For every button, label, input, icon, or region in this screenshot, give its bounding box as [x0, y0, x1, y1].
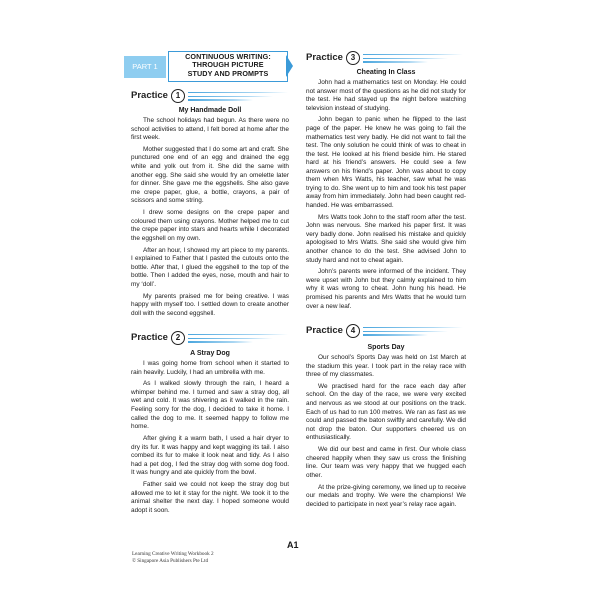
swoosh-decoration	[363, 327, 463, 336]
part-tag: PART 1	[124, 56, 166, 78]
footer-copyright: © Singapore Asia Publishers Pte Ltd	[132, 558, 209, 564]
story-paragraph: I drew some designs on the crepe paper and coloured them using crayons. Mother helped me to cut the crepe paper into stars and hearts while I decorated the eggshell on my own.	[131, 209, 289, 242]
story-paragraph: John had a mathematics test on Monday. He could not answer most of the questions as he did not study for the test. He had stayed up the night before watching television instead of studying.	[306, 79, 466, 112]
part-title-line: THROUGH PICTURE	[192, 60, 264, 70]
story-paragraph: My parents praised me for being creative. I was happy with myself too. I settled down to create another doll with the second eggshell.	[131, 292, 289, 317]
part-title-line: STUDY AND PROMPTS	[187, 68, 269, 78]
story-paragraph: We practised hard for the race each day after school. On the day of the race, we were very excited and nervous as we stood at our positions on the track. Each of us had to run 100 metres. We ran as fast as we could and passed the baton swiftly and carefully. We did not drop the baton. Our supporters cheered us on enthusiastically.	[306, 382, 466, 442]
story-paragraph: Our school’s Sports Day was held on 1st March at the stadium this year. I took part in the relay race with three of my classmates.	[306, 354, 466, 379]
practice-number-badge: 3	[346, 51, 360, 65]
part-banner	[124, 51, 290, 80]
story-body	[131, 117, 289, 322]
story-paragraph: Father said we could not keep the stray dog but allowed me to let it stay for the night. We took it to the animal shelter the next day. I hoped someone would adopt it soon.	[131, 481, 289, 514]
story-paragraph: The school holidays had begun. As there were no school activities to attend, I felt bored at home after the first week.	[131, 117, 289, 142]
story-title: Cheating In Class	[356, 69, 416, 76]
part-title-box	[168, 51, 288, 82]
practice-number-badge: 2	[171, 331, 185, 345]
swoosh-decoration	[188, 334, 288, 343]
practice-heading	[131, 89, 289, 106]
story-body	[306, 354, 466, 512]
practice-heading	[306, 51, 466, 68]
footer-book-title: Learning Creative Writing Workbook 2	[132, 551, 214, 557]
story-paragraph: We did our best and came in first. Our whole class cheered happily when they saw us cross the finishing line. Our team was very happy that we hugged each other.	[306, 446, 466, 479]
practice-heading	[131, 331, 289, 348]
practice-number-badge: 4	[346, 324, 360, 338]
story-paragraph: John began to panic when he flipped to the last page of the paper. He knew he was going to fail the mathematics test very badly. He did not want to fail the test. The only solution he could think of was to cheat in the test. He looked at his friend beside him. He stared hard at his friend’s answers. He could see a few answers on his friend’s paper. John was about to copy them when Mrs Watts, his teacher, saw what he was trying to do. She went up to him and took his test paper away from him immediately. John had been caught red-handed. He was embarrassed.	[306, 116, 466, 209]
practice-label: Practice	[131, 332, 168, 343]
page-number: A1	[287, 540, 299, 550]
story-title: Sports Day	[367, 344, 405, 351]
practice-label: Practice	[131, 90, 168, 101]
story-paragraph: After giving it a warm bath, I used a hair dryer to dry its fur. It was happy and kept wagging its tail. I also combed its fur to make it look neat and tidy. As I also had a pet dog, I fed the stray dog with some dog food. It was hungry and ate quickly from the bowl.	[131, 434, 289, 477]
story-paragraph: After an hour, I showed my art piece to my parents. I explained to Father that I pasted the cutouts onto the bottle. After that, I glued the eggshell to the top of the bottle. Then I added the eyes, nose, mouth and hair to my ‘doll’.	[131, 246, 289, 288]
story-paragraph: I was going home from school when it started to rain heavily. Luckily, I had an umbrella with me.	[131, 360, 289, 376]
part-title	[169, 53, 287, 78]
practice-label: Practice	[306, 325, 343, 336]
practice-number-badge: 1	[171, 89, 185, 103]
practice-heading	[306, 324, 466, 341]
story-paragraph: Mother suggested that I do some art and craft. She punctured one end of an egg and drained the egg white and yolk out from it. She did the same with another egg. She said she would fry an omelette later for dinner. She gave me the eggshells. She also gave me crepe paper, glue, a bottle, crayons, a pair of scissors and some string.	[131, 145, 289, 205]
story-title: A Stray Dog	[190, 350, 230, 357]
swoosh-decoration	[188, 92, 288, 101]
practice-label: Practice	[306, 52, 343, 63]
story-paragraph: John’s parents were informed of the incident. They were upset with John but they calmly explained to him why it was wrong to cheat. John hung his head. He promised his parents and Mrs Watts that he would turn over a new leaf.	[306, 268, 466, 310]
story-paragraph: At the prize-giving ceremony, we lined up to receive our medals and trophy. We were the champions! We decided to participate in next year’s relay race again.	[306, 483, 466, 508]
story-body	[131, 360, 289, 518]
footer	[132, 551, 214, 565]
story-body	[306, 79, 466, 314]
story-title: My Handmade Doll	[178, 107, 242, 114]
swoosh-decoration	[363, 54, 463, 63]
part-title-line: CONTINUOUS WRITING:	[185, 52, 271, 61]
story-paragraph: Mrs Watts took John to the staff room after the test. John was nervous. She marked his paper first. It was very badly done. John realised his mistake and quickly apologised to Mrs Watts. She said she would give him another chance to do the test. She advised John to study hard and not to cheat again.	[306, 213, 466, 264]
story-paragraph: As I walked slowly through the rain, I heard a whimper behind me. I turned and saw a stray dog, all wet and cold. It was shivering as it walked in the rain. Feeling sorry for the dog, I decided to take it home. I called the dog to me. It seemed happy to follow me home.	[131, 380, 289, 431]
part-banner-arrow	[286, 55, 293, 77]
